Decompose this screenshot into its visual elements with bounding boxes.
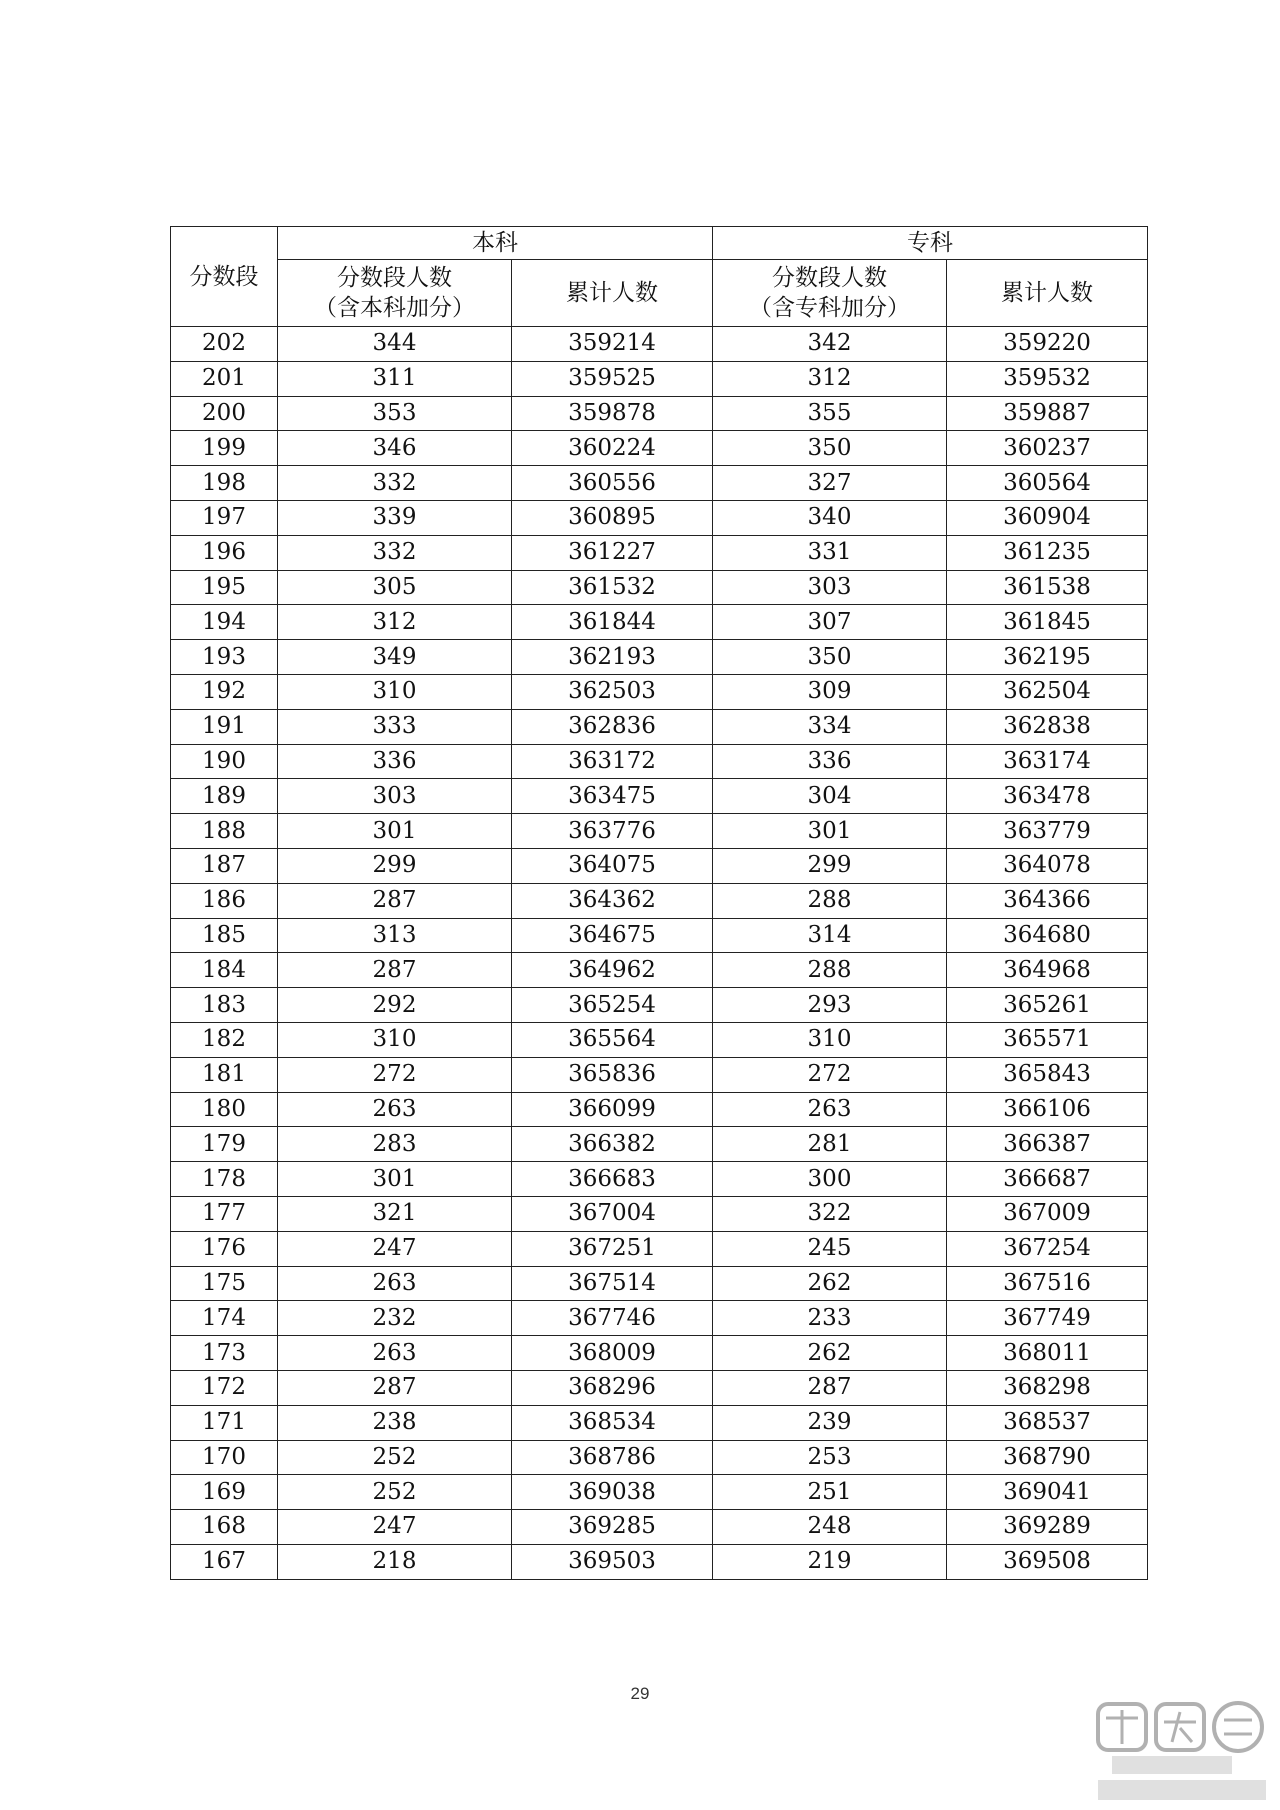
table-body [171,327,1148,1580]
undergrad-cumulative-cell: 367514 [512,1266,713,1301]
specialist-cumulative-cell: 369508 [947,1544,1148,1579]
score-cell: 198 [171,466,278,501]
undergrad-count-cell: 238 [278,1405,512,1440]
score-cell: 193 [171,640,278,675]
undergrad-cumulative-cell: 365836 [512,1057,713,1092]
watermark-logo [1092,1700,1272,1804]
undergrad-cumulative-cell: 363776 [512,814,713,849]
score-cell: 168 [171,1510,278,1545]
score-cell: 176 [171,1231,278,1266]
undergrad-cumulative-cell: 359525 [512,361,713,396]
undergrad-cumulative-cell: 367251 [512,1231,713,1266]
score-cell: 178 [171,1162,278,1197]
undergrad-count-cell: 349 [278,640,512,675]
undergrad-count-cell: 263 [278,1092,512,1127]
score-cell: 179 [171,1127,278,1162]
score-cell: 192 [171,674,278,709]
specialist-group-header: 专科 [713,227,1148,260]
undergrad-count-cell: 303 [278,779,512,814]
undergrad-count-cell: 283 [278,1127,512,1162]
specialist-count-cell: 307 [713,605,947,640]
specialist-count-cell: 263 [713,1092,947,1127]
specialist-count-cell: 312 [713,361,947,396]
undergrad-count-header [278,260,512,327]
specialist-cumulative-cell: 367749 [947,1301,1148,1336]
score-cell: 181 [171,1057,278,1092]
undergrad-cumulative-cell: 361844 [512,605,713,640]
specialist-count-header [713,260,947,327]
specialist-cumulative-cell: 360237 [947,431,1148,466]
table-row [171,744,1148,779]
score-column-header: 分数段 [171,227,278,327]
specialist-cumulative-cell: 365571 [947,1022,1148,1057]
score-cell: 182 [171,1022,278,1057]
undergrad-count-cell: 336 [278,744,512,779]
undergrad-count-cell: 305 [278,570,512,605]
specialist-cumulative-cell: 362195 [947,640,1148,675]
score-cell: 199 [171,431,278,466]
specialist-cumulative-cell: 359220 [947,327,1148,362]
specialist-cumulative-cell: 363779 [947,814,1148,849]
specialist-cumulative-cell: 364078 [947,848,1148,883]
specialist-cumulative-cell: 361845 [947,605,1148,640]
specialist-count-cell: 309 [713,674,947,709]
specialist-cumulative-cell: 365843 [947,1057,1148,1092]
undergrad-cumulative-cell: 362193 [512,640,713,675]
undergrad-count-cell: 339 [278,500,512,535]
score-cell: 187 [171,848,278,883]
table-row [171,605,1148,640]
specialist-cumulative-cell: 364366 [947,883,1148,918]
specialist-count-cell: 355 [713,396,947,431]
specialist-count-cell: 327 [713,466,947,501]
specialist-count-cell: 251 [713,1475,947,1510]
specialist-cumulative-cell: 368537 [947,1405,1148,1440]
undergrad-cumulative-cell: 366099 [512,1092,713,1127]
undergrad-cumulative-cell: 363172 [512,744,713,779]
table-row [171,640,1148,675]
specialist-cumulative-cell: 364968 [947,953,1148,988]
specialist-count-cell: 310 [713,1022,947,1057]
undergrad-count-cell: 310 [278,674,512,709]
undergrad-cumulative-cell: 359878 [512,396,713,431]
specialist-cumulative-cell: 359887 [947,396,1148,431]
specialist-cumulative-cell: 369289 [947,1510,1148,1545]
undergrad-count-cell: 287 [278,1370,512,1405]
score-cell: 177 [171,1196,278,1231]
score-cell: 169 [171,1475,278,1510]
undergrad-cumulative-cell: 360895 [512,500,713,535]
score-cell: 195 [171,570,278,605]
specialist-cumulative-cell: 368011 [947,1336,1148,1371]
table-row [171,1440,1148,1475]
score-cell: 196 [171,535,278,570]
undergrad-cumulative-cell: 360556 [512,466,713,501]
table-row [171,1057,1148,1092]
table-row [171,953,1148,988]
specialist-count-cell: 350 [713,640,947,675]
specialist-count-cell: 248 [713,1510,947,1545]
score-cell: 185 [171,918,278,953]
undergrad-count-cell: 263 [278,1266,512,1301]
undergrad-cumulative-cell: 361532 [512,570,713,605]
undergrad-cumulative-cell: 361227 [512,535,713,570]
undergrad-count-cell: 332 [278,535,512,570]
undergrad-cumulative-cell: 362836 [512,709,713,744]
specialist-cumulative-cell: 362838 [947,709,1148,744]
table-row [171,918,1148,953]
undergrad-cumulative-cell: 368296 [512,1370,713,1405]
undergrad-count-cell: 301 [278,1162,512,1197]
specialist-count-cell: 300 [713,1162,947,1197]
table-row [171,500,1148,535]
undergrad-count-cell: 346 [278,431,512,466]
score-cell: 197 [171,500,278,535]
specialist-cumulative-cell: 368298 [947,1370,1148,1405]
specialist-count-cell: 331 [713,535,947,570]
table-row [171,1405,1148,1440]
table-row [171,709,1148,744]
score-cell: 200 [171,396,278,431]
specialist-cumulative-cell: 364680 [947,918,1148,953]
undergrad-count-cell: 301 [278,814,512,849]
undergrad-cumulative-cell: 364075 [512,848,713,883]
undergrad-cumulative-cell: 362503 [512,674,713,709]
undergrad-count-header-line1: 分数段人数 [337,265,452,291]
table-row [171,466,1148,501]
undergrad-count-cell: 232 [278,1301,512,1336]
table-row [171,674,1148,709]
specialist-count-header-line2: （含专科加分） [749,295,910,321]
specialist-count-cell: 219 [713,1544,947,1579]
score-cell: 202 [171,327,278,362]
specialist-count-cell: 293 [713,988,947,1023]
undergrad-count-cell: 344 [278,327,512,362]
specialist-count-cell: 342 [713,327,947,362]
specialist-cumulative-cell: 363174 [947,744,1148,779]
table-row [171,431,1148,466]
undergrad-cumulative-cell: 367746 [512,1301,713,1336]
undergrad-cumulative-cell: 364675 [512,918,713,953]
undergrad-cumulative-cell: 360224 [512,431,713,466]
undergrad-count-cell: 321 [278,1196,512,1231]
score-cell: 173 [171,1336,278,1371]
specialist-cumulative-cell: 362504 [947,674,1148,709]
undergrad-cumulative-cell: 369503 [512,1544,713,1579]
table-row [171,1092,1148,1127]
table-row [171,1127,1148,1162]
undergrad-group-header: 本科 [278,227,713,260]
score-cell: 171 [171,1405,278,1440]
undergrad-count-cell: 252 [278,1475,512,1510]
table-row [171,1301,1148,1336]
specialist-count-cell: 253 [713,1440,947,1475]
table-row [171,1475,1148,1510]
table-row [171,361,1148,396]
specialist-cumulative-cell: 359532 [947,361,1148,396]
specialist-count-cell: 304 [713,779,947,814]
undergrad-count-cell: 263 [278,1336,512,1371]
undergrad-cumulative-cell: 366382 [512,1127,713,1162]
table-row [171,1544,1148,1579]
undergrad-count-cell: 247 [278,1231,512,1266]
score-cell: 172 [171,1370,278,1405]
undergrad-cumulative-cell: 365254 [512,988,713,1023]
table-row [171,1231,1148,1266]
specialist-count-cell: 245 [713,1231,947,1266]
specialist-cumulative-cell: 367516 [947,1266,1148,1301]
specialist-cumulative-cell: 366687 [947,1162,1148,1197]
score-cell: 183 [171,988,278,1023]
specialist-cumulative-cell: 363478 [947,779,1148,814]
undergrad-cumulative-cell: 364962 [512,953,713,988]
table-row [171,883,1148,918]
undergrad-count-cell: 272 [278,1057,512,1092]
table-row [171,570,1148,605]
undergrad-count-cell: 310 [278,1022,512,1057]
score-cell: 170 [171,1440,278,1475]
table-row [171,988,1148,1023]
undergrad-cumulative-cell: 369038 [512,1475,713,1510]
specialist-count-cell: 262 [713,1336,947,1371]
specialist-cumulative-cell: 367254 [947,1231,1148,1266]
table-row [171,1370,1148,1405]
specialist-cumulative-cell: 367009 [947,1196,1148,1231]
score-cell: 167 [171,1544,278,1579]
undergrad-cumulative-cell: 366683 [512,1162,713,1197]
score-cell: 184 [171,953,278,988]
score-cell: 189 [171,779,278,814]
specialist-count-cell: 334 [713,709,947,744]
specialist-count-cell: 239 [713,1405,947,1440]
undergrad-cumulative-cell: 367004 [512,1196,713,1231]
specialist-count-cell: 340 [713,500,947,535]
undergrad-cumulative-cell: 359214 [512,327,713,362]
undergrad-count-cell: 287 [278,883,512,918]
table-row [171,1196,1148,1231]
specialist-count-cell: 233 [713,1301,947,1336]
undergrad-cumulative-cell: 369285 [512,1510,713,1545]
specialist-cumulative-cell: 366106 [947,1092,1148,1127]
undergrad-cumulative-cell: 368534 [512,1405,713,1440]
table-row [171,814,1148,849]
table-row [171,535,1148,570]
specialist-count-cell: 272 [713,1057,947,1092]
undergrad-count-cell: 292 [278,988,512,1023]
score-cell: 186 [171,883,278,918]
undergrad-cumulative-cell: 363475 [512,779,713,814]
undergrad-count-cell: 332 [278,466,512,501]
score-cell: 180 [171,1092,278,1127]
undergrad-count-cell: 353 [278,396,512,431]
undergrad-count-header-line2: （含本科加分） [314,295,475,321]
undergrad-count-cell: 311 [278,361,512,396]
table-row [171,848,1148,883]
specialist-count-cell: 288 [713,883,947,918]
score-cell: 190 [171,744,278,779]
table-row [171,327,1148,362]
undergrad-cumulative-cell: 365564 [512,1022,713,1057]
score-cell: 191 [171,709,278,744]
undergrad-count-cell: 252 [278,1440,512,1475]
undergrad-cumulative-header: 累计人数 [512,260,713,327]
specialist-count-cell: 281 [713,1127,947,1162]
undergrad-count-cell: 312 [278,605,512,640]
table-header [171,227,1148,327]
score-cell: 194 [171,605,278,640]
specialist-count-cell: 287 [713,1370,947,1405]
undergrad-count-cell: 287 [278,953,512,988]
specialist-cumulative-cell: 361235 [947,535,1148,570]
score-cell: 188 [171,814,278,849]
undergrad-count-cell: 218 [278,1544,512,1579]
undergrad-cumulative-cell: 364362 [512,883,713,918]
specialist-count-cell: 303 [713,570,947,605]
specialist-cumulative-cell: 368790 [947,1440,1148,1475]
specialist-cumulative-cell: 360564 [947,466,1148,501]
score-cell: 174 [171,1301,278,1336]
undergrad-count-cell: 333 [278,709,512,744]
table-row [171,1336,1148,1371]
specialist-count-cell: 299 [713,848,947,883]
specialist-count-cell: 288 [713,953,947,988]
specialist-count-cell: 314 [713,918,947,953]
score-distribution-table [170,226,1148,1580]
specialist-count-cell: 301 [713,814,947,849]
table-row [171,1510,1148,1545]
table-row [171,396,1148,431]
specialist-cumulative-cell: 365261 [947,988,1148,1023]
undergrad-cumulative-cell: 368786 [512,1440,713,1475]
table-row [171,1022,1148,1057]
undergrad-count-cell: 299 [278,848,512,883]
table-row [171,1266,1148,1301]
specialist-count-header-line1: 分数段人数 [772,265,887,291]
specialist-count-cell: 322 [713,1196,947,1231]
specialist-cumulative-cell: 360904 [947,500,1148,535]
undergrad-cumulative-cell: 368009 [512,1336,713,1371]
score-cell: 201 [171,361,278,396]
undergrad-count-cell: 313 [278,918,512,953]
specialist-cumulative-cell: 369041 [947,1475,1148,1510]
table-row [171,1162,1148,1197]
page-number: 29 [630,1684,650,1703]
score-cell: 175 [171,1266,278,1301]
undergrad-count-cell: 247 [278,1510,512,1545]
table-row [171,779,1148,814]
specialist-count-cell: 350 [713,431,947,466]
specialist-count-cell: 336 [713,744,947,779]
specialist-cumulative-cell: 366387 [947,1127,1148,1162]
specialist-cumulative-cell: 361538 [947,570,1148,605]
specialist-cumulative-header: 累计人数 [947,260,1148,327]
specialist-count-cell: 262 [713,1266,947,1301]
